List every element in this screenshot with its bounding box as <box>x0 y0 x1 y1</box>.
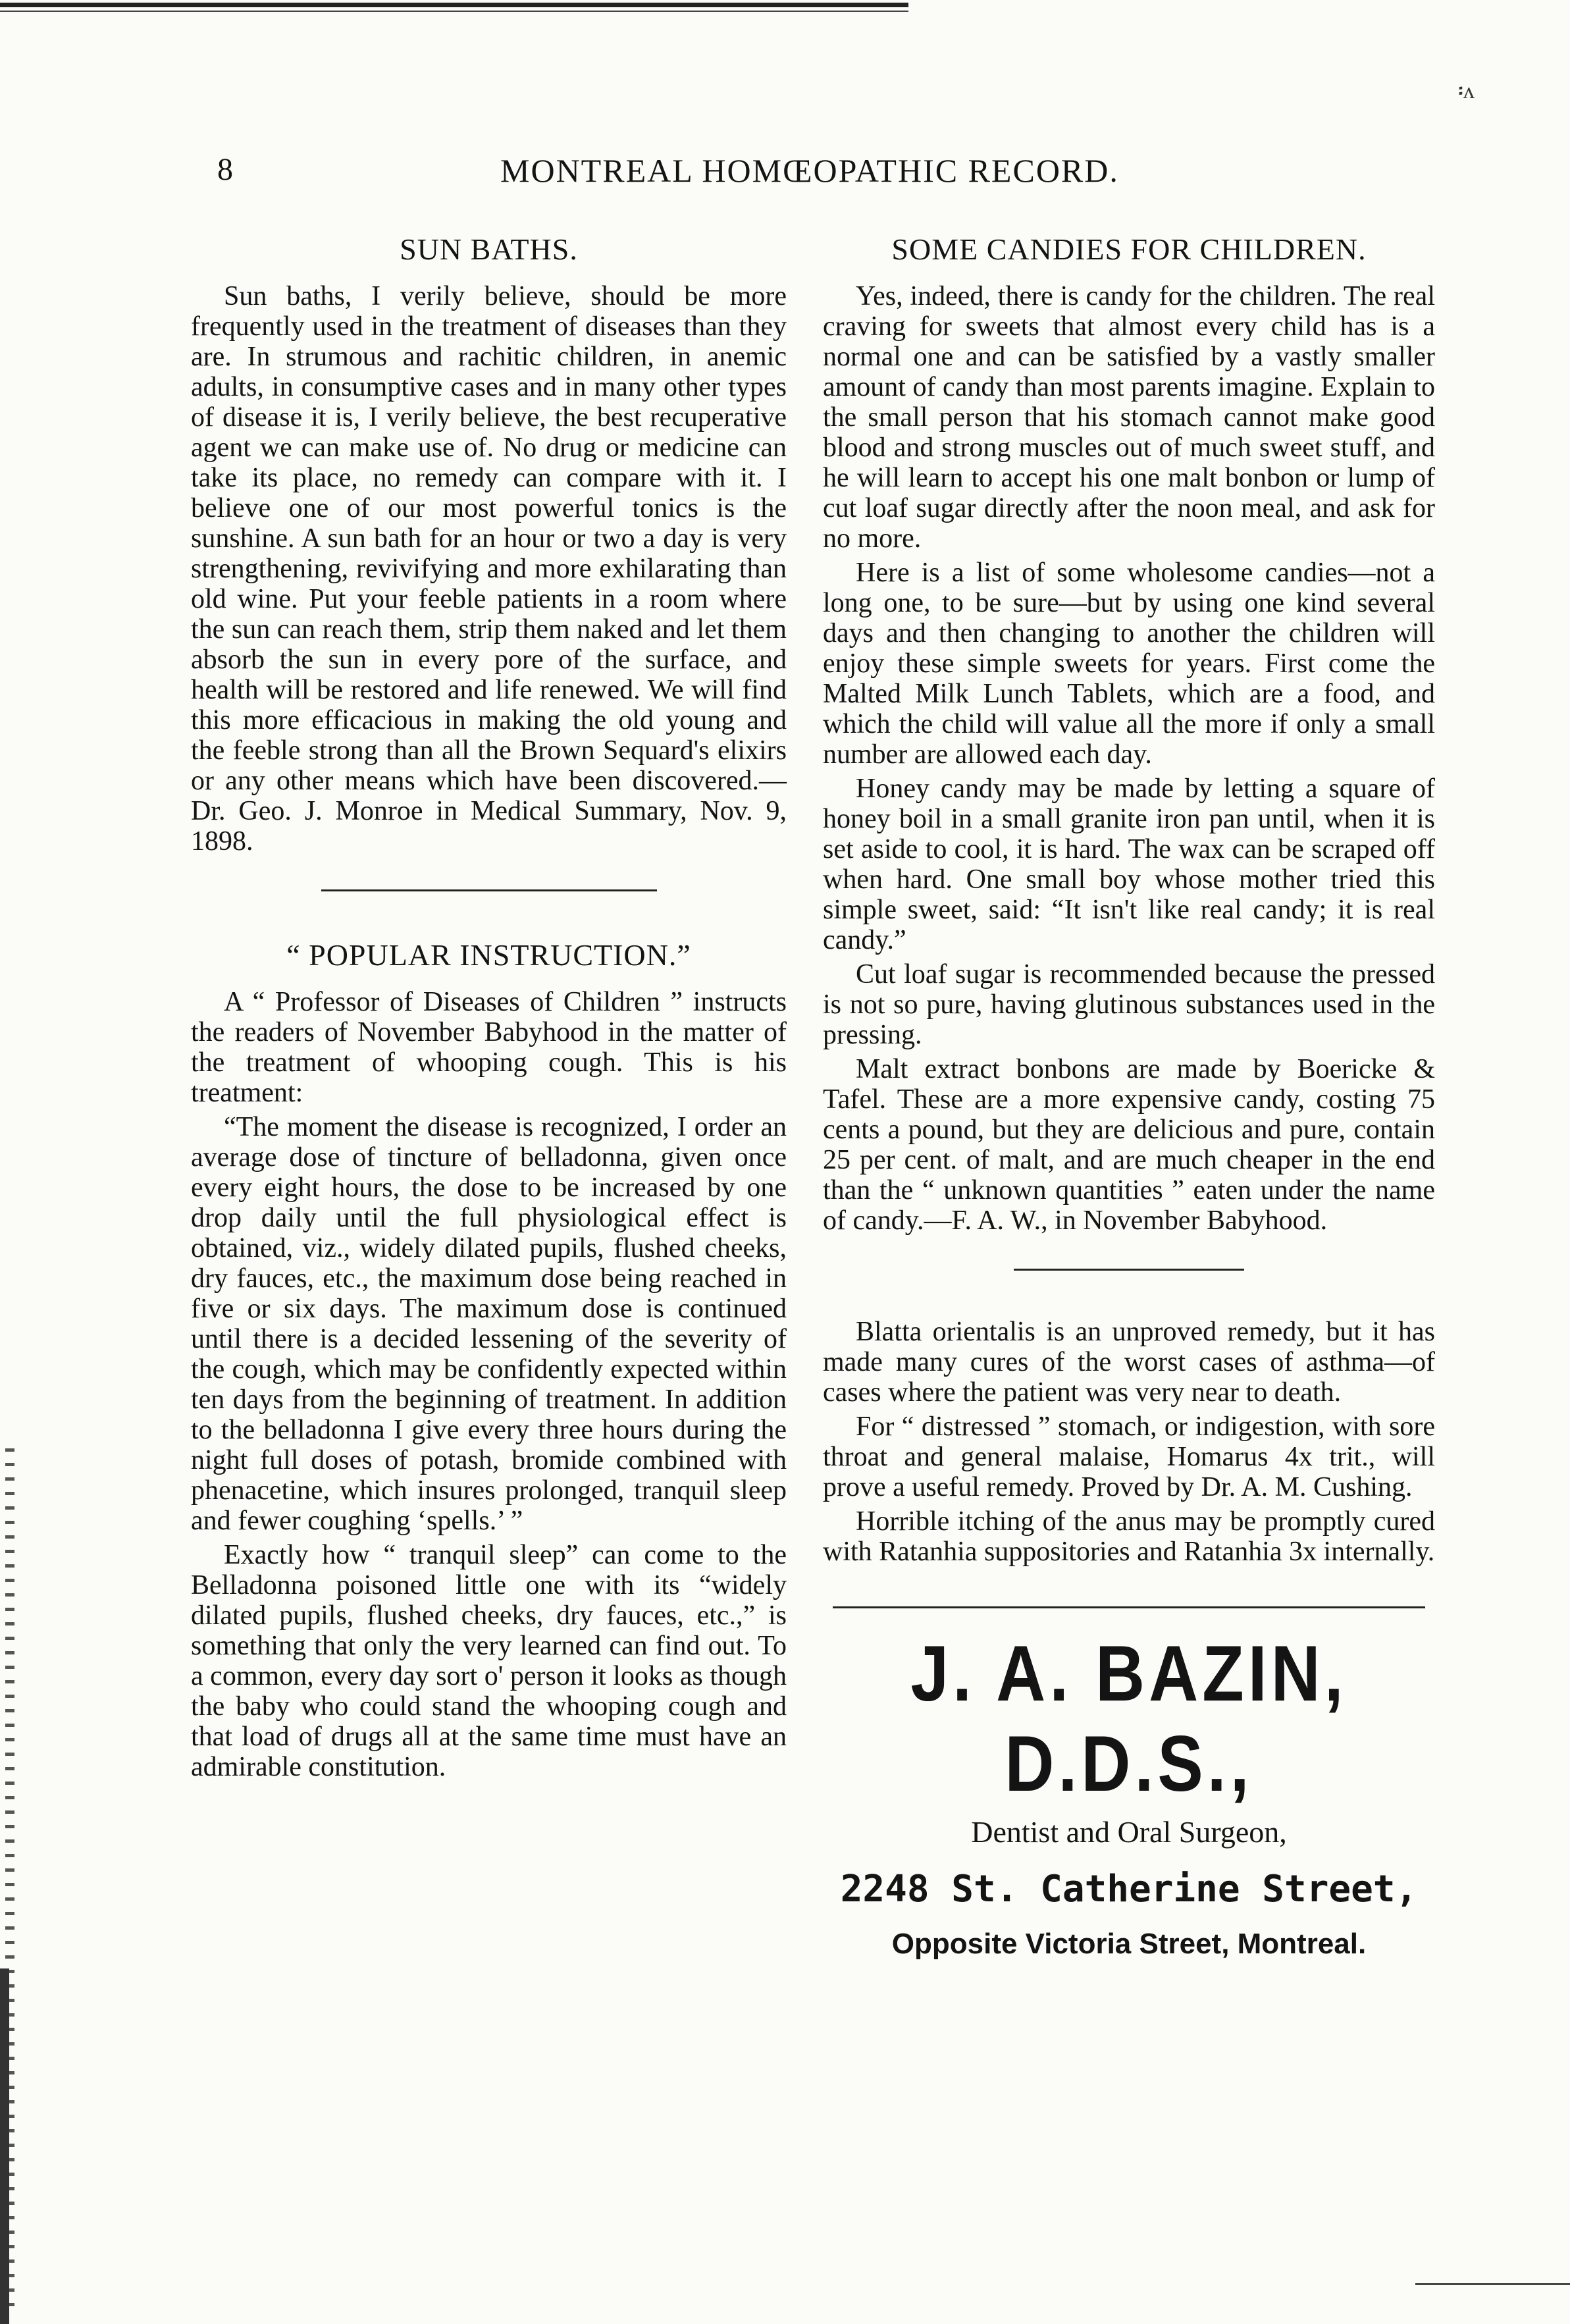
left-column <box>191 224 787 1786</box>
candies-paragraph-3: Honey candy may be made by letting a square of honey boil in a small granite iron pan until, when it is set aside to cool, it is hard. The wax can be scraped off when hard. One small boy whose mother tried this simple sweet, said: “It isn't like real candy; it is real candy.” <box>823 774 1435 955</box>
sun-baths-title: SUN BATHS. <box>400 232 578 266</box>
advertisement <box>823 1630 1435 1961</box>
sun-baths-paragraph: Sun baths, I verily believe, should be more frequently used in the treatment of diseases than they are. In strumous and rachitic children, in anemic adults, in consumptive cases and in many other types of disease it is, I verily believe, the best recuperative agent we can make use of. No drug or medicine can take its place, no remedy can compare with it. I believe one of our most powerful tonics is the sunshine. A sun bath for an hour or two a day is very strengthening, revivifying and more exhilarating than old wine. Put your feeble patients in a room where the sun can reach them, strip them naked and let them absorb the sun in every pore of the surface, and health will be restored and life renewed. We will find this more efficacious in making the old young and the feeble strong than all the Brown Sequard's elixirs or any other means which have been discovered.—Dr. Geo. J. Monroe in Medical Summary, Nov. 9, 1898. <box>191 281 787 857</box>
remedy-note-1: Blatta orientalis is an unproved remedy, but it has made many cures of the worst cases of asthma—of cases where the patient was very near to death. <box>823 1317 1435 1408</box>
candies-paragraph-2: Here is a list of some wholesome candies—not a long one, to be sure—but by using one kind several days and then changing to another the children will enjoy these simple sweets for years. First come the Malted Milk Lunch Tablets, which are a food, and which the child will value all the more if only a small number are allowed each day. <box>823 558 1435 770</box>
remedy-note-3: Horrible itching of the anus may be promptly cured with Ratanhia suppositories and Ratanhia 3x internally. <box>823 1506 1435 1567</box>
advertisement-divider <box>833 1606 1425 1608</box>
popular-instruction-paragraph-2: “The moment the disease is recognized, I order an average dose of tincture of belladonna, given once every eight hours, the dose to be increased by one drop daily until the full physiological effect is obtained, viz., widely dilated pupils, flushed cheeks, dry fauces, etc., the maximum dose being reached in five or six days. The maximum dose is continued until there is a decided lessening of the severity of the cough, which may be confidently expected within ten days from the beginning of treatment. In addition to the belladonna I give every three hours during the night full doses of potash, bromide combined with phenacetine, which insures prolonged, tranquil sleep and fewer coughing ‘spells.’ ” <box>191 1112 787 1536</box>
candies-paragraph-4: Cut loaf sugar is recommended because the pressed is not so pure, having glutinous substances used in the pressing. <box>823 959 1435 1050</box>
popular-instruction-title: “ POPULAR INSTRUCTION.” <box>286 938 691 972</box>
popular-instruction-paragraph-3: Exactly how “ tranquil sleep” can come to the Belladonna poisoned little one with its “widely dilated pupils, flushed cheeks, dry fauces, etc.,” is something that only the very learned can find out. To a common, every day sort o' person it looks as though the baby who could stand the whooping cough and that load of drugs all at the same time must have an admirable constitution. <box>191 1540 787 1782</box>
advertiser-profession: Dentist and Oral Surgeon, <box>971 1815 1287 1849</box>
page-number: 8 <box>217 152 233 187</box>
bottom-corner-rule <box>1415 2283 1570 2285</box>
corner-mark: ፡ʌ <box>1458 79 1475 103</box>
top-border-rule-thin <box>0 11 908 12</box>
popular-instruction-paragraph-1: A “ Professor of Diseases of Children ” instructs the readers of November Babyhood in the matter of the treatment of whooping cough. This is his treatment: <box>191 987 787 1108</box>
scan-edge-bar <box>0 1968 9 2324</box>
section-divider <box>321 889 657 891</box>
page-header <box>217 151 1178 204</box>
advertiser-name: J. A. BAZIN, D.D.S., <box>910 1630 1348 1809</box>
advertiser-location: Opposite Victoria Street, Montreal. <box>891 1928 1367 1960</box>
candies-paragraph-5: Malt extract bonbons are made by Boericke & Tafel. These are a more expensive candy, costing 75 cents a pound, but they are delicious and pure, contain 25 per cent. of malt, and are much cheaper in the end than the “ unknown quantities ” eaten under the name of candy.—F. A. W., in November Babyhood. <box>823 1054 1435 1236</box>
section-divider <box>1014 1269 1244 1271</box>
top-border-rule <box>0 3 908 7</box>
advertiser-address: 2248 St. Catherine Street, <box>840 1868 1418 1911</box>
right-column <box>823 224 1435 1961</box>
candies-paragraph-1: Yes, indeed, there is candy for the children. The real craving for sweets that almost every child has is a normal one and can be satisfied by a vastly smaller amount of candy than most parents imagine. Explain to the small person that his stomach cannot make good blood and strong muscles out of much sweet stuff, and he will learn to accept his one malt bonbon or lump of cut loaf sugar directly after the noon meal, and ask for no more. <box>823 281 1435 554</box>
remedy-note-2: For “ distressed ” stomach, or indigestion, with sore throat and general malaise, Homarus 4x trit., will prove a useful remedy. Proved by Dr. A. M. Cushing. <box>823 1412 1435 1502</box>
running-title: MONTREAL HOMŒOPATHIC RECORD. <box>500 152 1119 189</box>
candies-title: SOME CANDIES FOR CHILDREN. <box>891 232 1367 266</box>
